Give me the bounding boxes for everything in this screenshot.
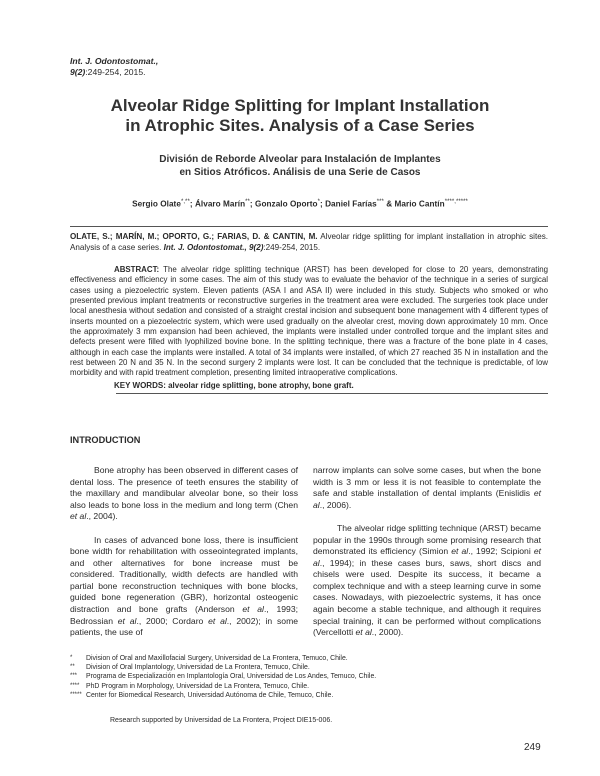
paragraph-text: The alveolar ridge splitting technique (ARST) became popular in the 1990s through some promising research that demonstrated its efficiency (Simion xyxy=(313,523,541,557)
author-name: Gonzalo Oporto xyxy=(255,199,318,209)
paragraph xyxy=(70,535,298,639)
citation-authors: OLATE, S.; MARÍN, M.; OPORTO, G.; FARIAS, D. & CANTIN, M. xyxy=(70,232,318,241)
paragraph xyxy=(70,465,298,523)
journal-pages: :249-254, 2015. xyxy=(85,67,146,77)
author-name: Mario Cantín xyxy=(394,199,445,209)
footnote-text: PhD Program in Morphology, Universidad de La Frontera, Temuco, Chile. xyxy=(86,682,310,690)
author-affiliation-mark: *** xyxy=(376,199,384,205)
paragraph xyxy=(313,523,541,638)
keywords: KEY WORDS: alveolar ridge splitting, bone atrophy, bone graft. xyxy=(114,381,354,390)
title-line-1: Alveolar Ridge Splitting for Implant Installation xyxy=(110,96,490,115)
body-column-left xyxy=(70,465,298,651)
divider xyxy=(116,393,548,394)
paragraph-text: Bone atrophy has been observed in different cases of dental loss. The presence of teeth ensures the stability of the maxillary and mandibular alveolar bone, so their loss also leads to bone loss in the medium and long term (Chen xyxy=(70,465,298,510)
footnote-text: Center for Biomedical Research, Universidad Autónoma de Chile, Temuco, Chile. xyxy=(86,691,334,699)
paragraph-text: et al xyxy=(208,615,227,626)
paragraph-text: ., 1994); in these cases burs, saws, short discs and chisels were used. Despite its success, it became a complex technique and with a steep learning curve in some cases. Nowadays, with piezoelectric systems, it has once again become a stable technique, and although it requires special training, it can be performed without complications (Vercellotti xyxy=(313,557,541,638)
author-separator: ; xyxy=(189,199,195,209)
footnote-text: Programa de Especialización en Implantología Oral, Universidad de Los Andes, Temuco, Chile. xyxy=(86,673,377,681)
author-affiliation-mark: ** xyxy=(245,199,250,205)
citation-text: Alveolar ridge splitting for implant installation in atrophic sites. Analysis of a case series. xyxy=(70,232,548,252)
paragraph-text: ., 2000). xyxy=(371,627,404,638)
footnote xyxy=(70,654,376,663)
journal-reference xyxy=(70,56,158,78)
article-title xyxy=(60,96,540,136)
paragraph-text: et al xyxy=(355,627,372,638)
paragraph-text: ., 2002); in some patients, the use of xyxy=(70,615,299,638)
subtitle-line-2: en Sitios Atróficos. Análisis de una Serie de Casos xyxy=(179,167,421,178)
paragraph xyxy=(313,465,541,511)
title-line-2: in Atrophic Sites. Analysis of a Case Series xyxy=(125,116,475,135)
footnote-mark: *** xyxy=(70,673,78,680)
paragraph-text: ., 2004). xyxy=(86,511,118,522)
footnote-text: Division of Oral and Maxillofacial Surgery, Universidad de La Frontera, Temuco, Chile. xyxy=(86,655,348,662)
footnotes xyxy=(70,654,376,700)
funding-note: Research supported by Universidad de La Frontera, Project DIE15-006. xyxy=(110,717,333,724)
author-separator: ; xyxy=(319,199,326,209)
abstract xyxy=(70,265,548,379)
paragraph-text: et al xyxy=(313,488,541,510)
journal-volume: 9(2) xyxy=(70,67,86,77)
paragraph-text: ., 2000; Cordaro xyxy=(136,615,209,626)
abstract-text: The alveolar ridge splitting technique (ARST) has been developed for close to 20 years, demonstrating effectiveness and efficiency in some cases. The aim of this study was to evaluate the behavior of the technique in a series of surgical cases using a piezoelectric system. Eleven patients (ASA I and ASA II) were included in this study. Subjects who smoked or who presented previous implant treatments or reconstructive surgeries in the treatment area were excluded. The surgeries took place under local anesthesia without sedation and consisted of a straight crestal incision and subsequent bone management with 4 different types of inserts mounted on a piezoelectric system, which were used gradually on the alveolar crest, moving down approximately 10 mm. Once the approximately 3 mm expansion had been achieved, the implants were installed under controlled torque and the implant sites and defects present were filled with lyophilized bovine bone. In the splitting technique, there was a fracture of the bone plate in 4 cases, although in each case the implants were installed. A total of 34 implants were installed, of which 27 reached 35 N in installation and the rest between 20 N and 35 N. In the second surgery 2 implants were lost. It can be concluded that the technique is predictable, of low morbidity and with rapid treatment completion, presenting limited intraoperative complications. xyxy=(70,265,548,378)
footnote xyxy=(70,663,376,672)
footnote-mark: **** xyxy=(70,682,80,689)
paragraph-text: et al xyxy=(242,604,264,615)
paragraph-text: In cases of advanced bone loss, there is insufficient bone width for rehabilitation with osseointegrated implants, and other alternatives for bone increase must be considered. Traditionally, width defects are handled with partial bone reconstruction techniques with bone blocks, guided bone regeneration (GBR), horizontal osteogenic distraction and bone grafts (Anderson xyxy=(70,534,298,615)
abstract-label: ABSTRACT: xyxy=(114,265,160,274)
citation-tail: :249-254, 2015. xyxy=(263,242,321,252)
footnote xyxy=(70,682,376,691)
article-subtitle xyxy=(100,153,500,179)
paragraph-text: et al xyxy=(313,546,541,568)
citation-journal: Int. J. Odontostomat., 9(2) xyxy=(163,242,264,252)
author-affiliation-mark: * xyxy=(317,199,320,205)
paragraph-text: et al xyxy=(117,615,137,626)
author-name: Sergio Olate xyxy=(132,199,181,209)
journal-issue xyxy=(70,67,158,78)
footnote-mark: ** xyxy=(70,664,75,671)
paragraph-text: narrow implants can solve some cases, but when the bone width is 3 mm or less it is not feasible to contemplate the safe and stable installation of dental implants (Enislidis xyxy=(313,465,541,499)
section-heading-introduction: INTRODUCTION xyxy=(70,435,141,445)
body-column-right xyxy=(313,465,541,651)
divider xyxy=(70,226,548,227)
paragraph-text: et al xyxy=(451,546,469,557)
footnote-text: Division of Oral Implantology, Universidad de La Frontera, Temuco, Chile. xyxy=(86,664,310,672)
author-name: Álvaro Marín xyxy=(194,199,246,209)
author-list xyxy=(70,199,530,209)
subtitle-line-1: División de Reborde Alveolar para Instalación de Implantes xyxy=(159,154,441,165)
footnote-mark: * xyxy=(70,655,73,661)
citation xyxy=(70,232,548,253)
author-affiliation-mark: *,** xyxy=(180,199,190,205)
footnote xyxy=(70,691,376,700)
author-separator: ; xyxy=(249,199,256,209)
footnote-mark: ***** xyxy=(70,691,82,698)
footnote xyxy=(70,672,376,681)
paragraph-text: et al xyxy=(70,511,87,522)
paragraph-text: ., 1992; Scipioni xyxy=(468,546,534,557)
page-number: 249 xyxy=(524,742,541,753)
author-separator: & xyxy=(383,199,395,209)
paragraph-text: ., 1993; Bedrossian xyxy=(70,604,298,626)
paragraph-text: ., 2006). xyxy=(319,499,352,510)
author-affiliation-mark: ****,***** xyxy=(444,199,468,205)
journal-name: Int. J. Odontostomat., xyxy=(70,56,159,66)
author-name: Daniel Farías xyxy=(325,199,377,209)
